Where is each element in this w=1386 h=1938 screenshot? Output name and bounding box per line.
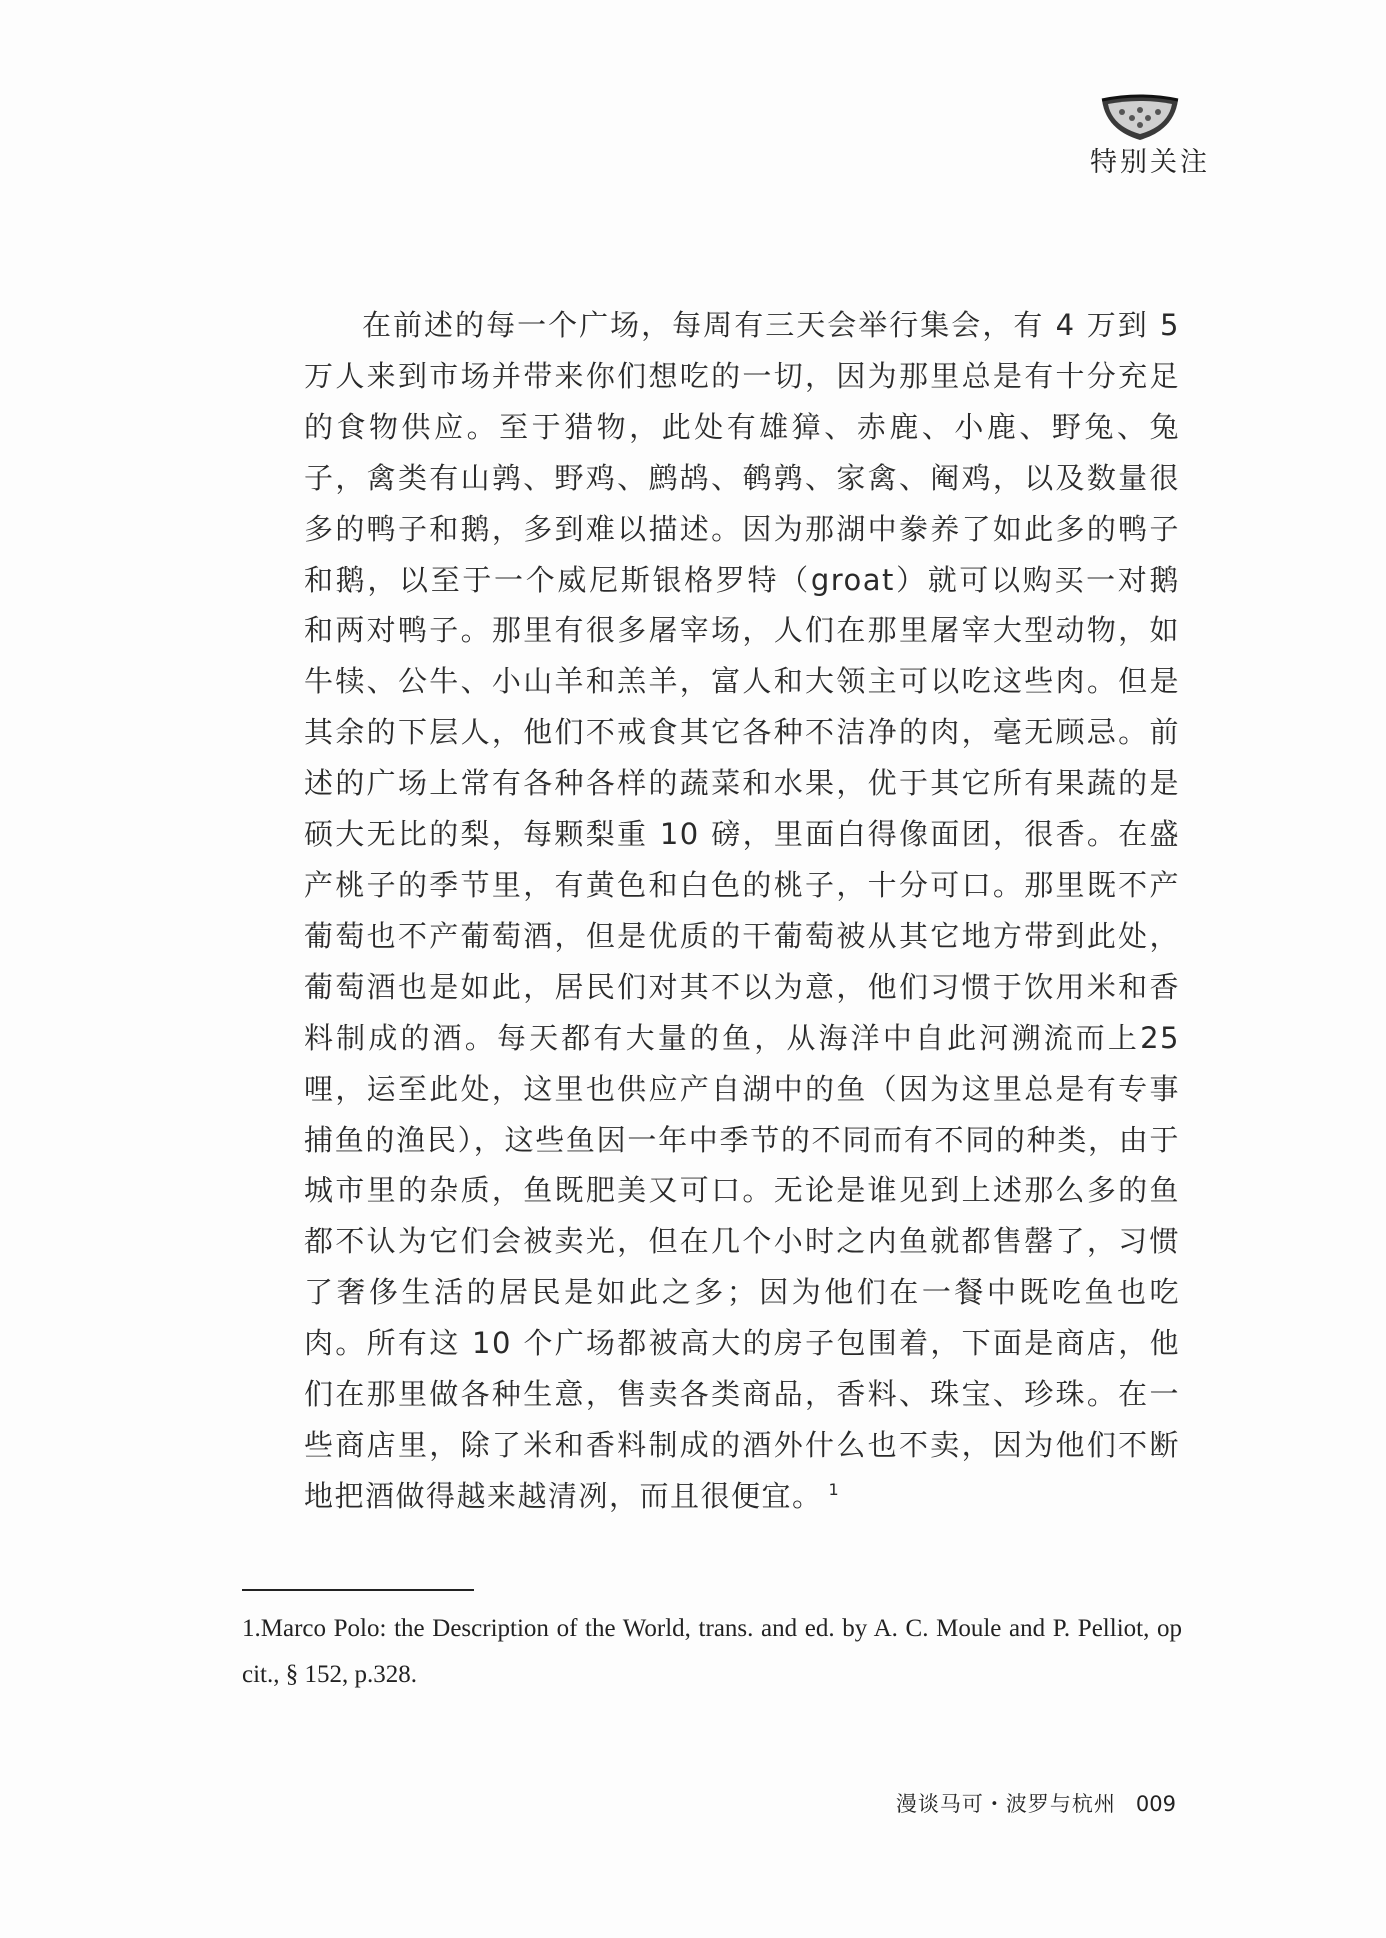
body-paragraph-text: 在前述的每一个广场，每周有三天会举行集会，有 4 万到 5 万人来到市场并带来你们想吃的一切，因为那里总是有十分充足的食物供应。至于猎物，此处有雄獐、赤鹿、小鹿、野兔、兔子，禽类有山鹑、野鸡、鹧鸪、鹌鹑、家禽、阉鸡，以及数量很多的鸭子和鹅，多到难以描述。因为那湖中豢养了如此多的鸭子和鹅，以至于一个威尼斯银格罗特（groat）就可以购买一对鹅和两对鸭子。那里有很多屠宰场，人们在那里屠宰大型动物，如牛犊、公牛、小山羊和羔羊，富人和大领主可以吃这些肉。但是其余的下层人，他们不戒食其它各种不洁净的肉，毫无顾忌。前述的广场上常有各种各样的蔬菜和水果，优于其它所有果蔬的是硕大无比的梨，每颗梨重 10 磅，里面白得像面团，很香。在盛产桃子的季节里，有黄色和白色的桃子，十分可口。那里既不产葡萄也不产葡萄酒，但是优质的干葡萄被从其它地方带到此处，葡萄酒也是如此，居民们对其不以为意，他们习惯于饮用米和香料制成的酒。每天都有大量的鱼，从海洋中自此河溯流而上25哩，运至此处，这里也供应产自湖中的鱼（因为这里总是有专事捕鱼的渔民），这些鱼因一年中季节的不同而有不同的种类，由于城市里的杂质，鱼既肥美又可口。无论是谁见到上述那么多的鱼都不认为它们会被卖光，但在几个小时之内鱼就都售罄了，习惯了奢侈生活的居民是如此之多；因为他们在一餐中既吃鱼也吃肉。所有这 10 个广场都被高大的房子包围着，下面是商店，他们在那里做各种生意，售卖各类商品，香料、珠宝、珍珠。在一些商店里，除了米和香料制成的酒外什么也不卖，因为他们不断地把酒做得越来越清冽，而且很便宜。 [304,308,1180,1513]
page-footer [896,1788,1176,1818]
footnote-marker[interactable]: 1 [828,1480,841,1500]
ornate-bowl-ornament-icon [1100,90,1180,144]
footnote-text: 1.Marco Polo: the Description of the World, trans. and ed. by A. C. Moule and P. Pelliot, op cit., § 152, p.328. [242,1615,1182,1688]
section-label: 特别关注 [1090,147,1210,178]
body-paragraph [304,300,1180,1522]
page-number: 009 [1135,1792,1176,1816]
footnote-divider [242,1589,474,1591]
footer-book-title: 漫谈马可・波罗与杭州 [895,1792,1116,1816]
